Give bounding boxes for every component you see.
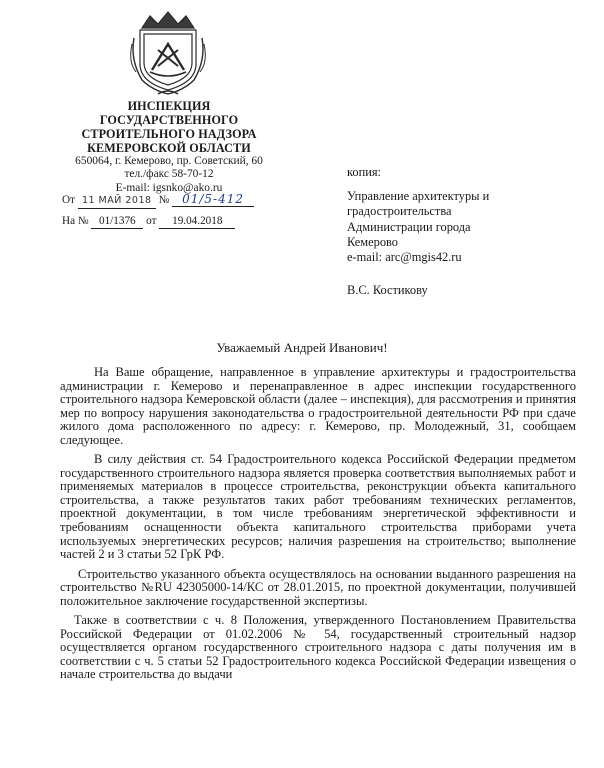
outgoing-row — [62, 192, 292, 214]
body-paragraph-1: На Ваше обращение, направленное в управление архитектуры и градостроительства администрации г. Кемерово и перенаправленное в адрес инспекции государственного строительного надзора Кемеровской области (далее – инспекция), для рассмотрения и принятия мер по вопросу нарушения законодательства о градостроительной деятельности РФ при сдаче жилого дома расположенного по адресу: г. Кемерово, пр. Молодежный, 31, сообщаем следующее. — [60, 365, 576, 447]
coat-of-arms-emblem — [128, 10, 208, 96]
from-label: От — [62, 194, 75, 206]
handwritten-outgoing-number: 01/5-412 — [172, 192, 254, 207]
body-paragraph-2: В силу действия ст. 54 Градостроительного кодекса Российской Федерации предметом государственного строительного надзора является проверка соответствия выполняемых работ и применяемых материалов в процессе строительства, реконструкции объекта капитального строительства, а также результатов таких работ требованиям технических регламентов, проектной документации, в том числе требованиям энергетической эффективности и требованиям оснащенности объекта капитального строительства приборами учета используемых энергетических ресурсов; наличия разрешения на строительство; выполнение частей 2 и 3 статьи 52 ГрК РФ. — [60, 452, 576, 562]
reference-from-label: от — [146, 215, 157, 227]
org-name-line-4: КЕМЕРОВСКОЙ ОБЛАСТИ — [87, 141, 251, 155]
reference-label: На № — [62, 215, 89, 227]
body-paragraph-3: Строительство указанного объекта осуществлялось на основании выданного разрешения на строительство №RU 42305000-14/КС от 28.01.2015, по проектной документации, получившей положительное заключение государственной экспертизы. — [60, 566, 576, 608]
org-phone: тел./факс 58-70-12 — [124, 168, 214, 181]
reference-number: 01/1376 — [91, 214, 143, 229]
org-address: 650064, г. Кемерово, пр. Советский, 60 — [75, 155, 263, 167]
org-name-line-1: ИНСПЕКЦИЯ — [127, 99, 211, 113]
copy-recipient-line-3: Администрации города — [347, 219, 471, 234]
reference-row — [62, 214, 292, 236]
body-paragraph-4: Также в соответствии с ч. 8 Положения, утвержденного Постановлением Правительства Российской Федерации от 01.02.2006 № 54, государственный строительный надзор осуществляется органом государственного строительного надзора с даты получения им в соответствии с ч. 5 статьи 52 Градостроительного кодекса Российской Федерации извещения о начале строительства до выдачи — [60, 613, 576, 682]
org-email: E-mail: igsnko@ako.ru — [115, 181, 223, 194]
org-name-line-3: СТРОИТЕЛЬНОГО НАДЗОРА — [81, 127, 257, 141]
number-label: № — [158, 194, 170, 206]
outgoing-details — [62, 192, 292, 236]
copy-recipient-line-2: градостроительства — [347, 204, 452, 219]
copy-label: копия: — [347, 165, 381, 179]
copy-recipient-line-4: Кемерово — [347, 234, 398, 249]
org-name-line-2: ГОСУДАРСТВЕННОГО — [99, 113, 239, 127]
copy-recipient-email: e-mail: arc@mgis42.ru — [347, 250, 462, 265]
letter-body — [60, 366, 576, 688]
date-stamp: 11 МАЙ 2018 — [78, 194, 156, 209]
reference-date: 19.04.2018 — [159, 214, 235, 229]
copy-addressee: В.С. Костикову — [347, 283, 428, 298]
copy-recipient-block — [347, 165, 597, 298]
salutation: Уважаемый Андрей Иванович! — [216, 340, 388, 355]
copy-recipient-line-1: Управление архитектуры и — [347, 189, 490, 204]
organization-block — [58, 99, 280, 195]
